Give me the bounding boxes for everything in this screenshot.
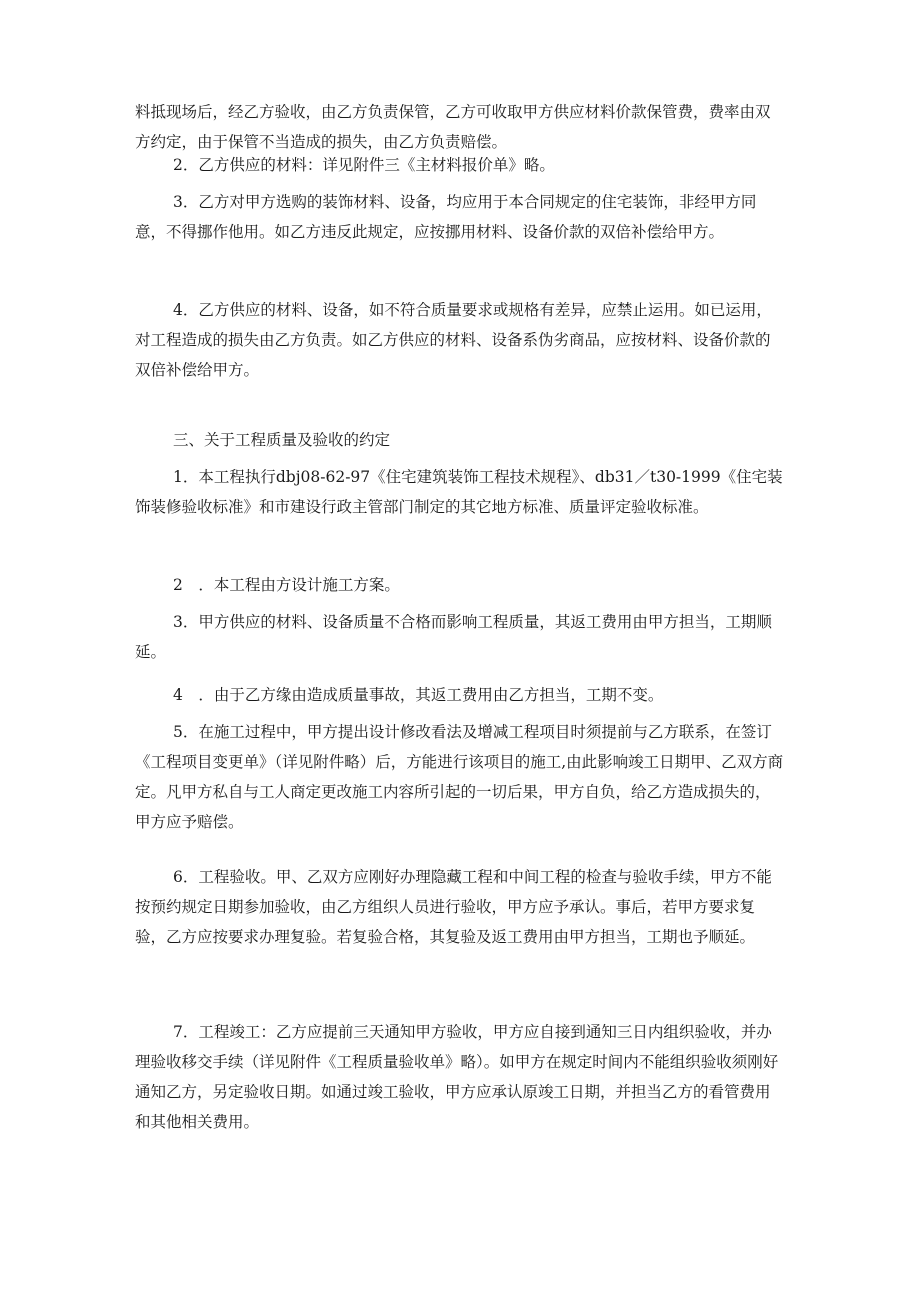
paragraph-quality-1-standards: 1．本工程执行dbj08-62-97《住宅建筑装饰工程技术规程》、db31／t30-1999《住宅装饰装修验收标准》和市建设行政主管部门制定的其它地方标准、质量评定验收标准。 bbox=[135, 468, 783, 516]
section-heading-quality-acceptance: 三、关于工程质量及验收的约定 bbox=[173, 431, 391, 449]
paragraph-item-2-supplied-materials: 2．乙方供应的材料：详见附件三《主材料报价单》略。 bbox=[173, 156, 555, 174]
paragraph-item-4-material-quality: 4．乙方供应的材料、设备，如不符合质量要求或规格有差异，应禁止运用。如已运用，对工程造成的损失由乙方负责。如乙方供应的材料、设备系伪劣商品，应按材料、设备价款的双倍补偿给甲方。 bbox=[135, 301, 772, 379]
paragraph-quality-6-inspection: 6．工程验收。甲、乙双方应刚好办理隐藏工程和中间工程的检查与验收手续，甲方不能按预约规定日期参加验收，由乙方组织人员进行验收，甲方应予承认。事后，若甲方要求复验，乙方应按要求办理复验。若复验合格，其复验及返工费用由甲方担当，工期也予顺延。 bbox=[135, 868, 772, 946]
paragraph-quality-4-rework-party-b: 4 ．由于乙方缘由造成质量事故，其返工费用由乙方担当，工期不变。 bbox=[173, 686, 664, 704]
paragraph-quality-2-design: 2 ．本工程由方设计施工方案。 bbox=[173, 576, 400, 594]
paragraph-item-3-material-use: 3．乙方对甲方选购的装饰材料、设备，均应用于本合同规定的住宅装饰，非经甲方同意，不得挪作他用。如乙方违反此规定，应按挪用材料、设备价款的双倍补偿给甲方。 bbox=[135, 193, 757, 241]
paragraph-quality-5-design-changes: 5．在施工过程中，甲方提出设计修改看法及增减工程项目时须提前与乙方联系，在签订《工程项目变更单》（详见附件略）后，方能进行该项目的施工,由此影响竣工日期甲、乙双方商定。凡甲方私自与工人商定更改施工内容所引起的一切后果，甲方自负，给乙方造成损失的，甲方应予赔偿。 bbox=[135, 723, 784, 831]
paragraph-quality-7-completion: 7．工程竣工：乙方应提前三天通知甲方验收，甲方应自接到通知三日内组织验收，并办理验收移交手续（详见附件《工程质量验收单》略）。如甲方在规定时间内不能组织验收须刚好通知乙方，另定验收日期。如通过竣工验收，甲方应承认原竣工日期，并担当乙方的看管费用和其他相关费用。 bbox=[135, 1023, 779, 1131]
paragraph-material-custody: 料抵现场后，经乙方验收，由乙方负责保管，乙方可收取甲方供应材料价款保管费，费率由双方约定，由于保管不当造成的损失，由乙方负责赔偿。 bbox=[135, 103, 771, 151]
paragraph-quality-3-rework-party-a: 3．甲方供应的材料、设备质量不合格而影响工程质量，其返工费用由甲方担当，工期顺延。 bbox=[135, 613, 772, 661]
